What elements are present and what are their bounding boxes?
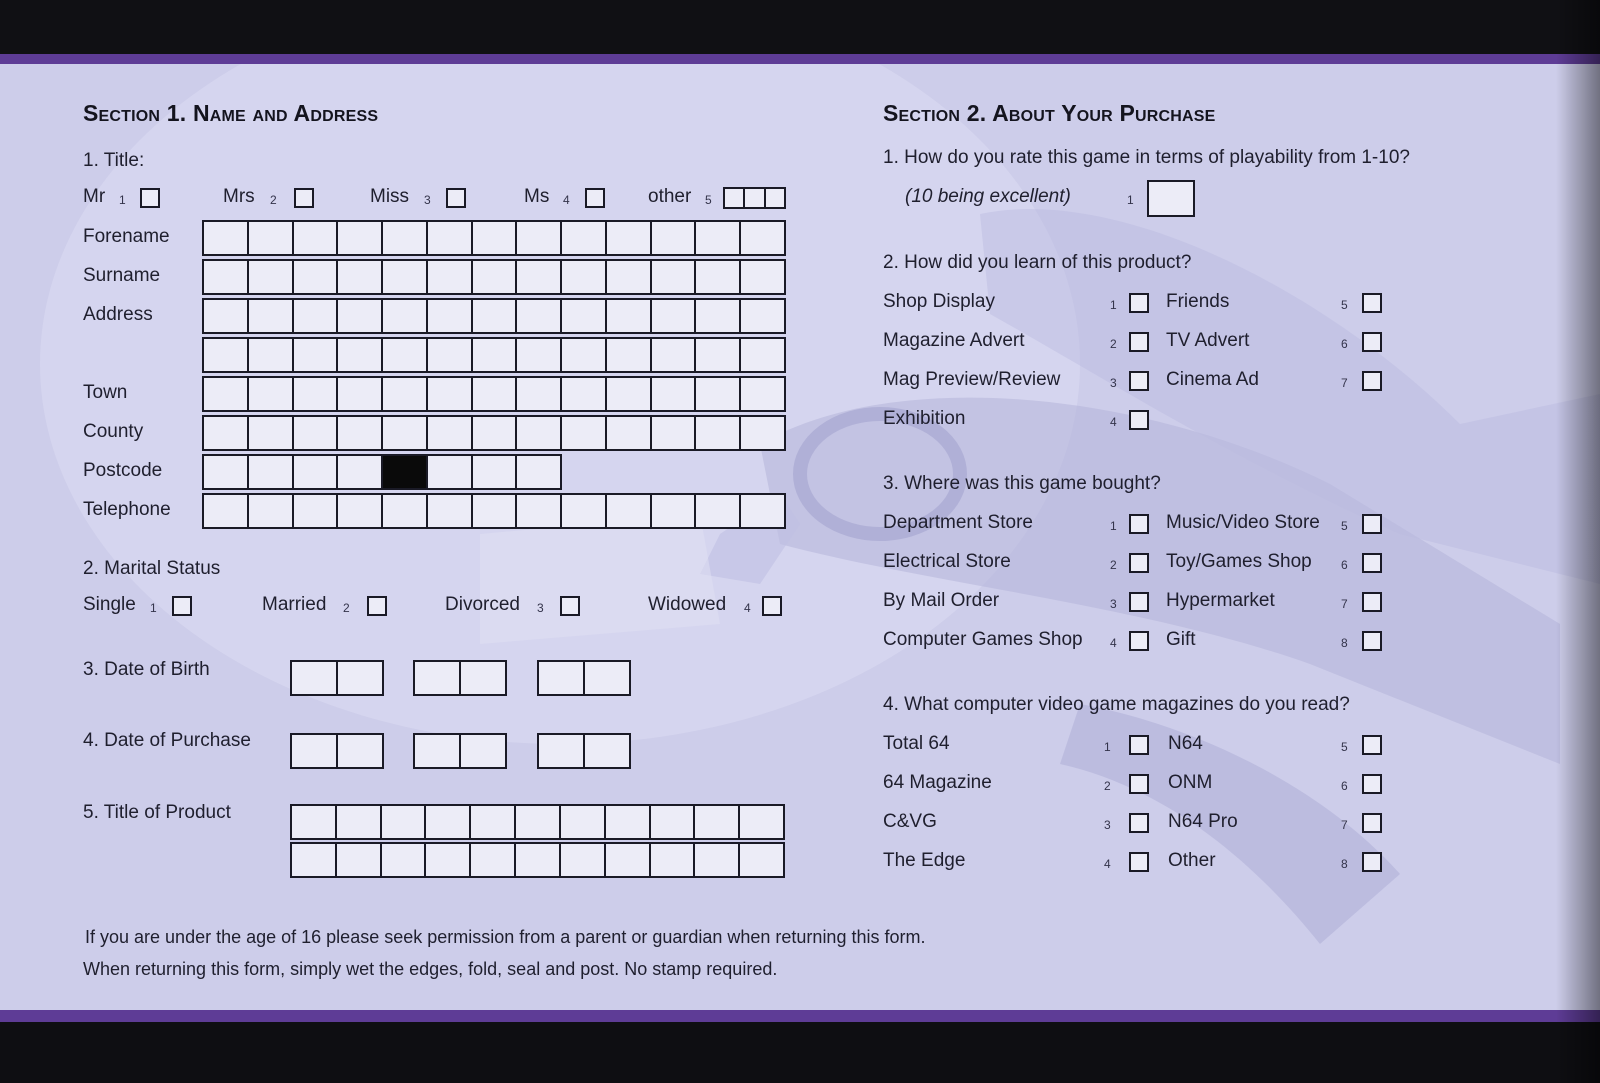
store-option-label: Hypermarket <box>1166 590 1275 611</box>
learn-option-label: Magazine Advert <box>883 330 1025 351</box>
store-mail-order-checkbox[interactable] <box>1129 592 1149 612</box>
magazine-option-label: N64 Pro <box>1168 811 1238 832</box>
surname-label: Surname <box>83 265 161 286</box>
store-option-label: Department Store <box>883 512 1033 533</box>
option-number: 7 <box>1341 597 1348 611</box>
option-number: 3 <box>424 193 431 207</box>
postcode-label: Postcode <box>83 460 163 481</box>
learn-cinema-ad-checkbox[interactable] <box>1362 371 1382 391</box>
marital-divorced-checkbox[interactable] <box>560 596 580 616</box>
telephone-field[interactable] <box>202 493 786 529</box>
county-label: County <box>83 421 144 442</box>
store-gift-checkbox[interactable] <box>1362 631 1382 651</box>
postcode-field[interactable] <box>202 454 562 490</box>
option-number: 7 <box>1341 376 1348 390</box>
marital-option-label: Widowed <box>648 594 727 615</box>
magazine-option-label: The Edge <box>883 850 966 871</box>
option-number: 6 <box>1341 337 1348 351</box>
title-miss-checkbox[interactable] <box>446 188 466 208</box>
option-number: 1 <box>1127 193 1134 207</box>
marital-option-label: Divorced <box>445 594 520 615</box>
forename-label: Forename <box>83 226 170 247</box>
marital-option-label: Married <box>262 594 327 615</box>
magazine-n64-pro-checkbox[interactable] <box>1362 813 1382 833</box>
magazines-question: 4. What computer video game magazines do you read? <box>883 694 1350 715</box>
learn-option-label: Mag Preview/Review <box>883 369 1061 390</box>
section-2-heading: Section 2. About Your Purchase <box>883 100 1216 126</box>
title-option-label: Miss <box>370 186 410 207</box>
magazine-total-64-checkbox[interactable] <box>1129 735 1149 755</box>
purchase-month-field[interactable] <box>413 733 507 769</box>
magazine-other-checkbox[interactable] <box>1362 852 1382 872</box>
title-option-label: Mr <box>83 186 106 207</box>
town-label: Town <box>83 382 128 403</box>
magazine-cvg-checkbox[interactable] <box>1129 813 1149 833</box>
learn-option-label: Exhibition <box>883 408 966 429</box>
bought-question: 3. Where was this game bought? <box>883 473 1161 494</box>
title-option-label: other <box>648 186 692 207</box>
store-electrical-checkbox[interactable] <box>1129 553 1149 573</box>
store-option-label: Toy/Games Shop <box>1166 551 1312 572</box>
magazine-the-edge-checkbox[interactable] <box>1129 852 1149 872</box>
product-title-field-line-1[interactable] <box>290 804 785 840</box>
option-number: 5 <box>1341 298 1348 312</box>
option-number: 1 <box>1110 298 1117 312</box>
store-computer-games-checkbox[interactable] <box>1129 631 1149 651</box>
option-number: 2 <box>270 193 277 207</box>
store-toy-games-checkbox[interactable] <box>1362 553 1382 573</box>
title-mr-checkbox[interactable] <box>140 188 160 208</box>
title-ms-checkbox[interactable] <box>585 188 605 208</box>
option-number: 4 <box>1110 415 1117 429</box>
dob-year-field[interactable] <box>537 660 631 696</box>
address-field-line-2[interactable] <box>202 337 786 373</box>
learn-friends-checkbox[interactable] <box>1362 293 1382 313</box>
title-option-label: Mrs <box>223 186 255 207</box>
magazine-option-label: Total 64 <box>883 733 950 754</box>
learn-option-label: Friends <box>1166 291 1230 312</box>
top-purple-stripe <box>0 54 1600 64</box>
option-number: 6 <box>1341 779 1348 793</box>
option-number: 3 <box>1110 376 1117 390</box>
address-field-line-1[interactable] <box>202 298 786 334</box>
store-hypermarket-checkbox[interactable] <box>1362 592 1382 612</box>
dob-day-field[interactable] <box>290 660 384 696</box>
option-number: 2 <box>1110 558 1117 572</box>
product-title-field-line-2[interactable] <box>290 842 785 878</box>
learn-shop-display-checkbox[interactable] <box>1129 293 1149 313</box>
surname-field[interactable] <box>202 259 786 295</box>
date-of-birth-label: 3. Date of Birth <box>83 659 210 680</box>
option-number: 1 <box>150 601 157 615</box>
page-edge-shadow <box>1556 0 1600 1083</box>
learn-option-label: Cinema Ad <box>1166 369 1259 390</box>
store-option-label: Music/Video Store <box>1166 512 1320 533</box>
age-notice: If you are under the age of 16 please seek permission from a parent or guardian when returning this form. <box>85 927 926 947</box>
telephone-label: Telephone <box>83 499 171 520</box>
playability-question: 1. How do you rate this game in terms of playability from 1-10? <box>883 147 1410 168</box>
option-number: 4 <box>1110 636 1117 650</box>
store-music-video-checkbox[interactable] <box>1362 514 1382 534</box>
magazine-option-label: Other <box>1168 850 1216 871</box>
magazine-option-label: 64 Magazine <box>883 772 992 793</box>
learn-option-label: TV Advert <box>1166 330 1250 351</box>
marital-option-label: Single <box>83 594 136 615</box>
option-number: 3 <box>1110 597 1117 611</box>
address-label: Address <box>83 304 153 325</box>
learn-tv-advert-checkbox[interactable] <box>1362 332 1382 352</box>
marital-married-checkbox[interactable] <box>367 596 387 616</box>
store-option-label: Gift <box>1166 629 1196 650</box>
purchase-day-field[interactable] <box>290 733 384 769</box>
option-number: 6 <box>1341 558 1348 572</box>
top-dark-band <box>0 0 1600 56</box>
bottom-dark-band <box>0 1022 1600 1083</box>
option-number: 5 <box>1341 519 1348 533</box>
option-number: 1 <box>119 193 126 207</box>
option-number: 7 <box>1341 818 1348 832</box>
playability-rating-field[interactable] <box>1147 180 1195 217</box>
learn-question: 2. How did you learn of this product? <box>883 252 1192 273</box>
return-instructions: When returning this form, simply wet the edges, fold, seal and post. No stamp required. <box>83 959 778 979</box>
title-question-label: 1. Title: <box>83 150 145 171</box>
magazine-option-label: C&VG <box>883 811 937 832</box>
marital-single-checkbox[interactable] <box>172 596 192 616</box>
title-of-product-label: 5. Title of Product <box>83 802 231 823</box>
dob-month-field[interactable] <box>413 660 507 696</box>
title-other-field[interactable] <box>723 187 786 209</box>
marital-widowed-checkbox[interactable] <box>762 596 782 616</box>
date-of-purchase-label: 4. Date of Purchase <box>83 730 251 751</box>
section-1-heading: Section 1. Name and Address <box>83 100 379 126</box>
learn-exhibition-checkbox[interactable] <box>1129 410 1149 430</box>
option-number: 5 <box>705 193 712 207</box>
option-number: 3 <box>537 601 544 615</box>
marital-status-label: 2. Marital Status <box>83 558 221 579</box>
bottom-purple-stripe <box>0 1010 1600 1022</box>
forename-field[interactable] <box>202 220 786 256</box>
option-number: 2 <box>1110 337 1117 351</box>
playability-note: (10 being excellent) <box>905 186 1071 207</box>
learn-magazine-advert-checkbox[interactable] <box>1129 332 1149 352</box>
store-option-label: Computer Games Shop <box>883 629 1083 650</box>
option-number: 8 <box>1341 857 1348 871</box>
town-field[interactable] <box>202 376 786 412</box>
option-number: 4 <box>744 601 751 615</box>
title-option-label: Ms <box>524 186 550 207</box>
option-number: 8 <box>1341 636 1348 650</box>
option-number: 4 <box>563 193 570 207</box>
learn-option-label: Shop Display <box>883 291 995 312</box>
option-number: 4 <box>1104 857 1111 871</box>
option-number: 2 <box>343 601 350 615</box>
option-number: 1 <box>1104 740 1111 754</box>
magazine-option-label: N64 <box>1168 733 1203 754</box>
option-number: 1 <box>1110 519 1117 533</box>
option-number: 3 <box>1104 818 1111 832</box>
learn-mag-preview-checkbox[interactable] <box>1129 371 1149 391</box>
store-option-label: By Mail Order <box>883 590 1000 611</box>
magazine-onm-checkbox[interactable] <box>1362 774 1382 794</box>
store-option-label: Electrical Store <box>883 551 1011 572</box>
option-number: 2 <box>1104 779 1111 793</box>
option-number: 5 <box>1341 740 1348 754</box>
magazine-n64-checkbox[interactable] <box>1362 735 1382 755</box>
magazine-64-magazine-checkbox[interactable] <box>1129 774 1149 794</box>
county-field[interactable] <box>202 415 786 451</box>
magazine-option-label: ONM <box>1168 772 1213 793</box>
purchase-year-field[interactable] <box>537 733 631 769</box>
store-department-checkbox[interactable] <box>1129 514 1149 534</box>
title-mrs-checkbox[interactable] <box>294 188 314 208</box>
